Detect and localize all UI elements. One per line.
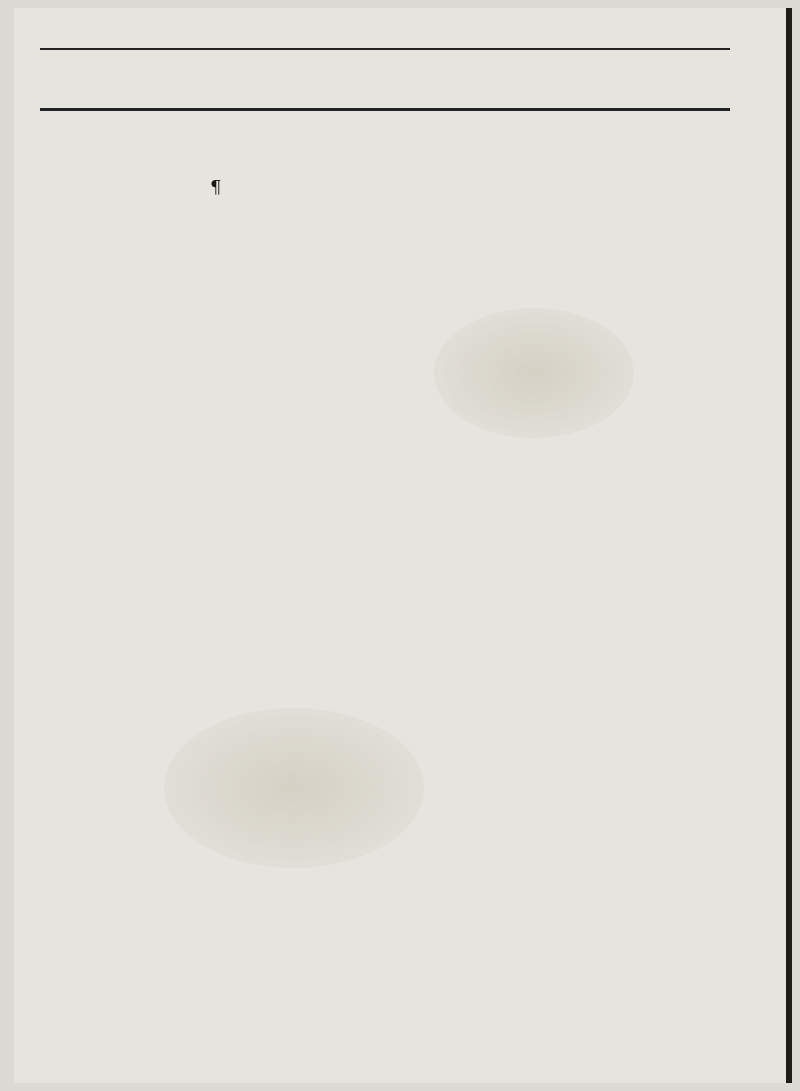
- book-page: [14, 8, 792, 1083]
- pilcrow-icon: ¶: [210, 177, 222, 198]
- paper-stain: [434, 308, 634, 438]
- paper-stain: [164, 708, 424, 868]
- chapter-heading: [210, 150, 610, 169]
- chapter-title: [210, 174, 710, 198]
- section-rule: [40, 108, 730, 111]
- header-rule: [40, 48, 730, 50]
- running-header: [40, 6, 680, 48]
